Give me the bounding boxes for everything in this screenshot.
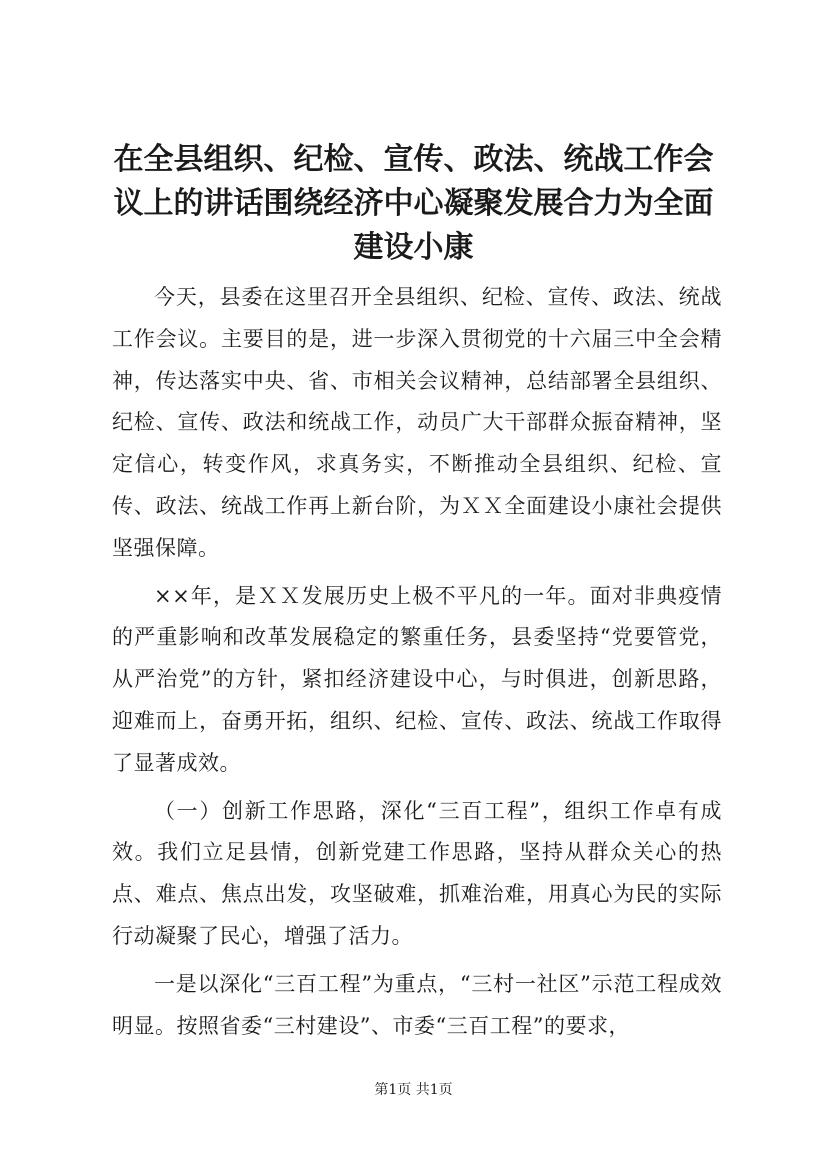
document-title: 在全县组织、纪检、宣传、政法、统战工作会议上的讲话围绕经济中心凝聚发展合力为全面建设小康 xyxy=(113,142,714,265)
paragraph-opening: 今天，县委在这里召开全县组织、纪检、宣传、政法、统战工作会议。主要目的是，进一步深入贯彻党的十六届三中全会精神，传达落实中央、省、市相关会议精神，总结部署全县组织、纪检、宣传、政法和统战工作，动员广大干部群众振奋精神，坚定信心，转变作风，求真务实，不断推动全县组织、纪检、宣传、政法、统战工作再上新台阶，为ＸＸ全面建设小康社会提供坚强保障。 xyxy=(112,285,722,560)
document-body xyxy=(112,277,722,1053)
paragraph-section-one: （一）创新工作思路，深化“三百工程”，组织工作卓有成效。我们立足县情，创新党建工作思路，坚持从群众关心的热点、难点、焦点出发，攻坚破难，抓难治难，用真心为民的实际行动凝聚了民心，增强了活力。 xyxy=(112,798,722,948)
paragraph-point-one: 一是以深化“三百工程”为重点，“三村一社区”示范工程成效明显。按照省委“三村建设”、市委“三百工程”的要求， xyxy=(112,971,722,1038)
paragraph-year-review: ××年，是ＸＸ发展历史上极不平凡的一年。面对非典疫情的严重影响和改革发展稳定的繁重任务，县委坚持“党要管党，从严治党”的方针，紧扣经济建设中心，与时俱进，创新思路，迎难而上，奋勇开拓，组织、纪检、宣传、政法、统战工作取得了显著成效。 xyxy=(112,583,722,775)
page-footer: 第1页 共1页 xyxy=(374,1082,453,1098)
